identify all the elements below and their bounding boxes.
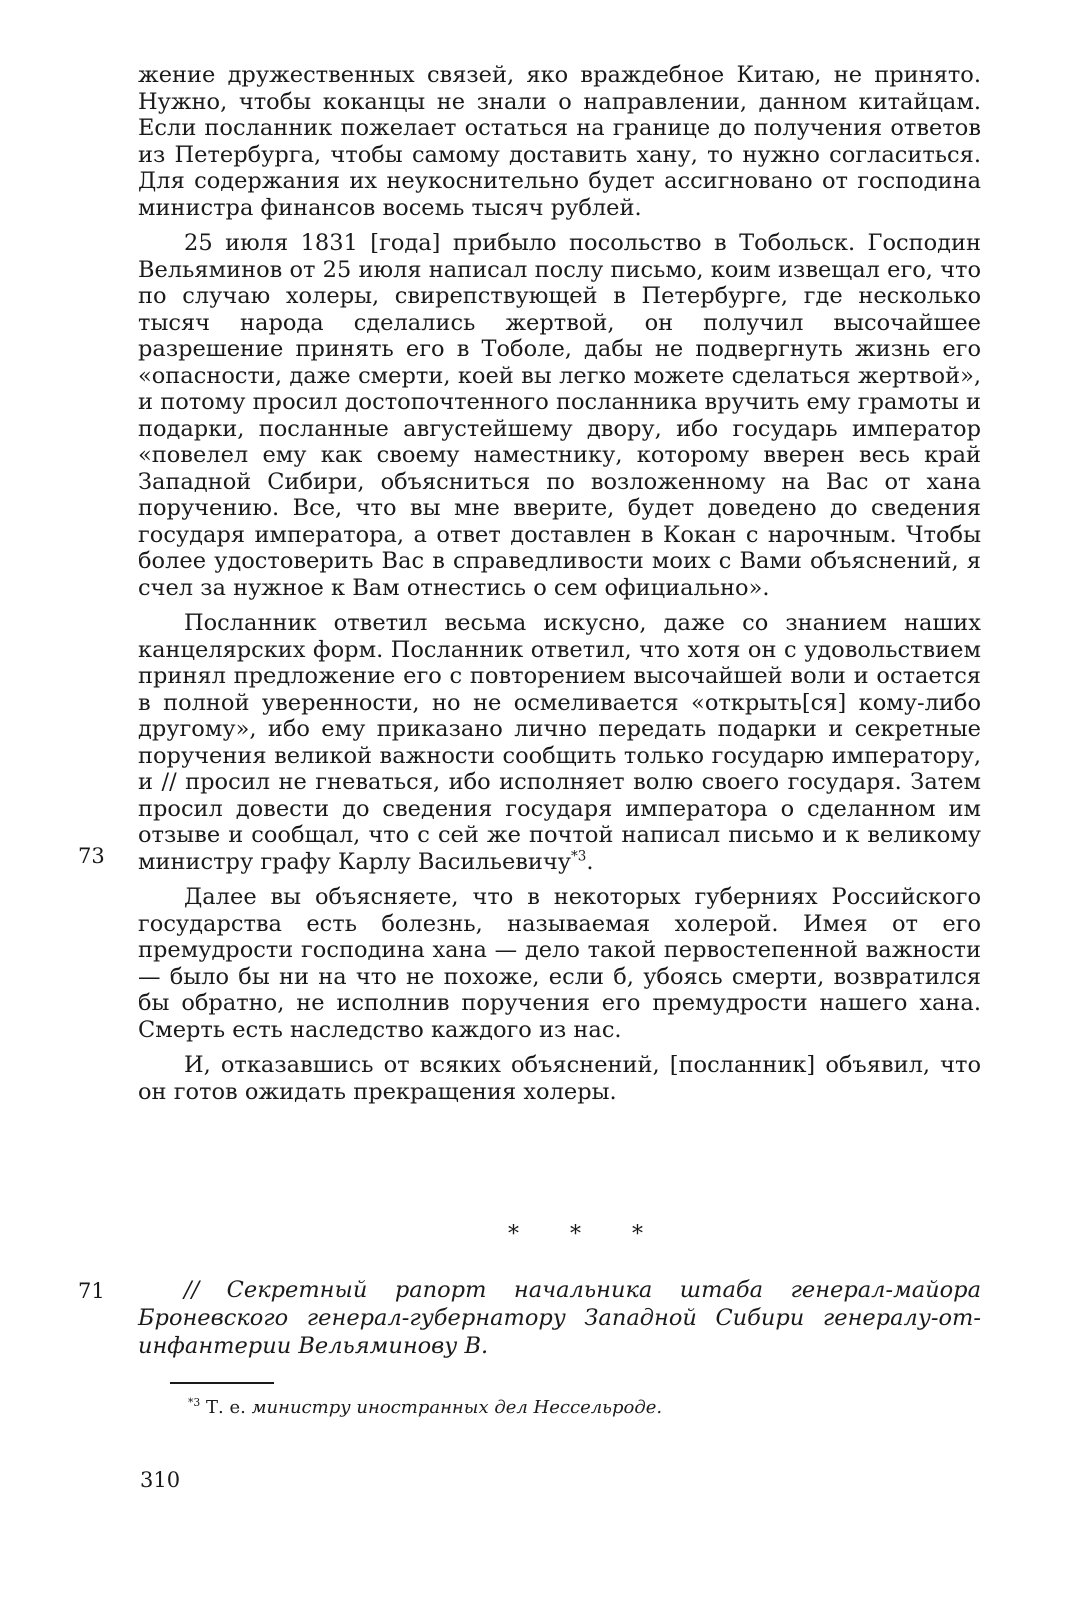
margin-number-71: 71	[78, 1279, 105, 1303]
footnote-divider	[170, 1382, 274, 1384]
paragraph-3-text: Посланник ответил весьма искусно, даже со знанием наших канцелярских форм. Посланник ответил, что хотя он с удовольствием принял предложение его с повторением высочайшей воли и остается в полной уверенности, но не осмеливается «открыть[ся] кому-либо другому», ибо ему приказано лично передать подарки и секретные поручения великой важности сообщить только государю императору, и // просил не гневаться, ибо исполняет волю своего государя. Затем просил довести до сведения государя императора о сделанном им отзыве и сообщал, что с сей же почтой написал письмо и к великому министру графу Карлу Васильевичу	[138, 610, 981, 875]
footnote-prefix: Т. е.	[206, 1397, 246, 1418]
section-heading-text: // Секретный рапорт начальника штаба генерал-майора Броневского генерал-губернатору Западной Сибири генералу-от-инфантерии Вельяминову В.	[138, 1277, 981, 1359]
paragraph-3	[138, 610, 981, 875]
paragraph-3-end: .	[586, 848, 594, 875]
section-separator: * * *	[508, 1222, 665, 1247]
footnote	[188, 1396, 662, 1420]
paragraph-1: жение дружественных связей, яко враждебное Китаю, не принято. Нужно, чтобы коканцы не знали о направлении, данном китайцам. Если посланник пожелает остаться на границе до получения ответов из Петербурга, чтобы самому доставить хану, то нужно согласиться. Для содержания их неукоснительно будет ассигновано от господина министра финансов восемь тысяч рублей.	[138, 62, 981, 221]
section-heading	[138, 1276, 981, 1360]
margin-number-73: 73	[78, 844, 105, 868]
footnote-reference: *3	[571, 848, 587, 864]
paragraph-2: 25 июля 1831 [года] прибыло посольство в Тобольск. Господин Вельяминов от 25 июля написал послу письмо, коим извещал его, что по случаю холеры, свирепствующей в Петербурге, где несколько тысяч народа сделались жертвой, он получил высочайшее разрешение принять его в Тоболе, дабы не подвергнуть жизнь его «опасности, даже смерти, коей вы легко можете сделаться жертвой», и потому просил достопочтенного посланника вручить ему грамоты и подарки, посланные августейшему двору, ибо государь император «повелел ему как своему наместнику, которому вверен весь край Западной Сибири, объясниться по возложенному на Вас от хана поручению. Все, что вы мне вверите, будет доведено до сведения государя императора, а ответ доставлен в Кокан с нарочным. Чтобы более удостоверить Вас в справедливости моих с Вами объяснений, я счел за нужное к Вам отнестись о сем официально».	[138, 230, 981, 601]
main-text	[138, 62, 981, 1114]
footnote-marker: *3	[188, 1396, 201, 1409]
paragraph-4: Далее вы объясняете, что в некоторых губерниях Российского государства есть болезнь, называемая холерой. Имея от его премудрости господина хана — дело такой первостепенной важности — было бы ни на что не похоже, если б, убоясь смерти, возвратился бы обратно, не исполнив поручения его премудрости нашего хана. Смерть есть наследство каждого из нас.	[138, 884, 981, 1043]
footnote-text: министру иностранных дел Нессельроде.	[251, 1397, 663, 1418]
page-number: 310	[140, 1468, 181, 1492]
paragraph-5: И, отказавшись от всяких объяснений, [посланник] объявил, что он готов ожидать прекращения холеры.	[138, 1052, 981, 1105]
